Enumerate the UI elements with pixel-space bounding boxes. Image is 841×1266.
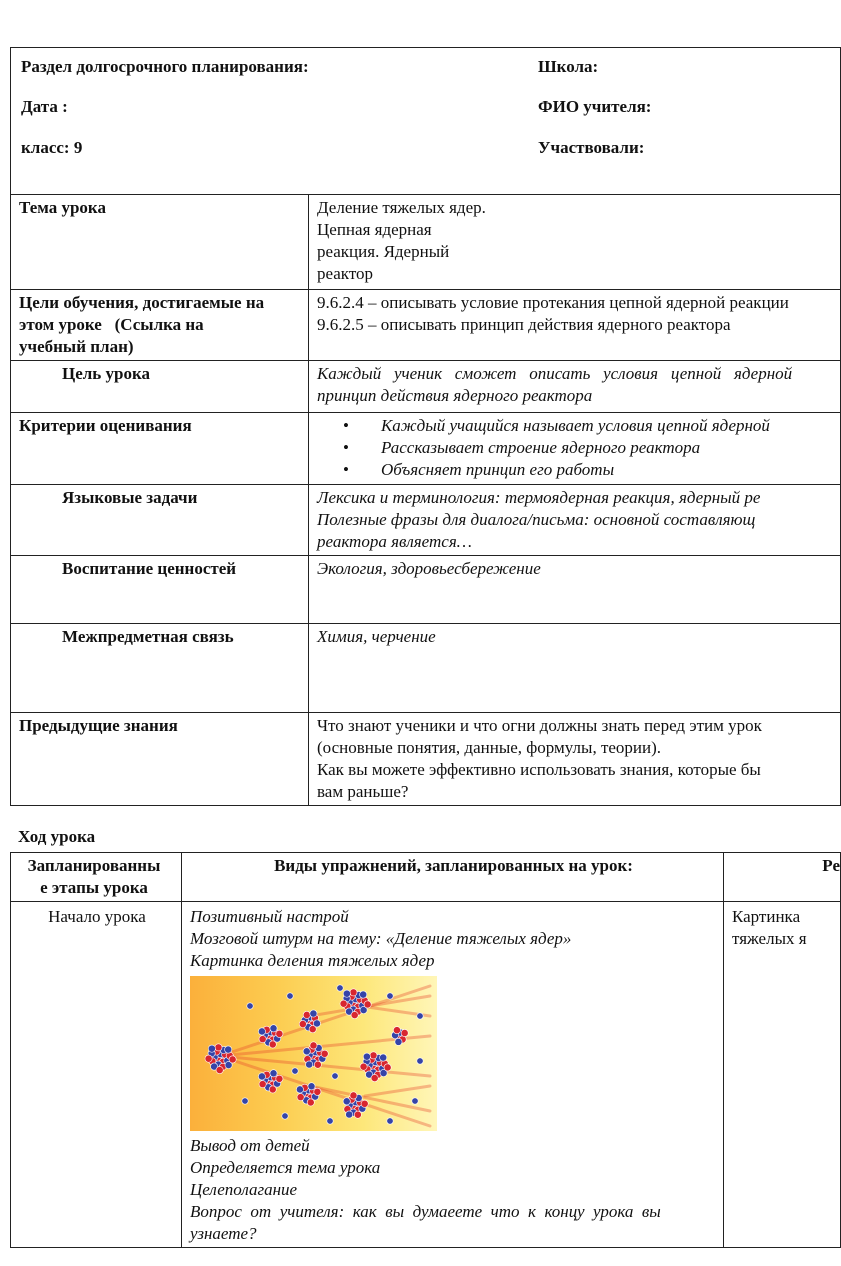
course-table xyxy=(10,852,841,1248)
criteria-item: • Каждый учащийся называет условия цепной ядерной xyxy=(309,415,834,437)
language-row xyxy=(11,485,841,556)
prior-line: вам раньше? xyxy=(317,782,409,801)
values-row xyxy=(11,556,841,624)
activity-line: Определяется тема урока xyxy=(190,1158,381,1177)
teacher-label: ФИО учителя: xyxy=(538,97,652,116)
objectives-label-line: учебный план) xyxy=(19,337,134,356)
cross-row xyxy=(11,624,841,713)
activity-line: Вывод от детей xyxy=(190,1136,310,1155)
plan-table xyxy=(10,47,841,806)
goal-value xyxy=(309,361,841,413)
activities-cell xyxy=(182,902,724,1248)
resource-line: тяжелых я xyxy=(732,929,807,948)
language-label: Языковые задачи xyxy=(11,485,309,556)
language-line: Полезные фразы для диалога/письма: основной составляющ xyxy=(317,510,756,529)
resources-cell xyxy=(724,902,841,1248)
prior-label: Предыдущие знания xyxy=(11,713,309,806)
objectives-label xyxy=(11,290,309,361)
resources-head: Ре xyxy=(724,853,841,902)
language-line: Лексика и терминология: термоядерная реакция, ядерный ре xyxy=(317,488,761,507)
activity-line: Картинка деления тяжелых ядер xyxy=(190,951,435,970)
class-label: класс: 9 xyxy=(21,138,83,157)
objectives-value xyxy=(309,290,841,361)
course-row-start xyxy=(11,902,841,1248)
stage-head xyxy=(11,853,182,902)
topic-line: реакция. Ядерный xyxy=(317,242,450,261)
activity-line: Мозговой штурм на тему: «Деление тяжелых ядер» xyxy=(190,929,572,948)
section-label: Раздел долгосрочного планирования: xyxy=(21,57,309,76)
activity-line: Вопрос от учителя: как вы думаеете что к концу урока вы xyxy=(190,1202,661,1221)
topic-line: Цепная ядерная xyxy=(317,220,432,239)
stage-head-line: е этапы урока xyxy=(40,878,148,897)
prior-line: Как вы можете эффективно использовать знания, которые бы xyxy=(317,760,761,779)
criteria-list xyxy=(309,415,834,481)
values-value: Экология, здоровьесбережение xyxy=(309,556,841,624)
criteria-item: • Объясняет принцип его работы xyxy=(309,459,834,481)
course-head-row xyxy=(11,853,841,902)
objectives-label-line: Цели обучения, достигаемые на xyxy=(19,293,265,312)
prior-value xyxy=(309,713,841,806)
cross-label: Межпредметная связь xyxy=(11,624,309,713)
stage-head-line: Запланированны xyxy=(27,856,161,875)
cross-value: Химия, черчение xyxy=(309,624,841,713)
activity-line: Позитивный настрой xyxy=(190,907,349,926)
prior-row xyxy=(11,713,841,806)
language-line: реактора является… xyxy=(317,532,472,551)
objectives-label-line: этом уроке (Ссылка на xyxy=(19,315,204,334)
school-label: Школа: xyxy=(538,57,599,76)
goal-label: Цель урока xyxy=(11,361,309,413)
resource-line: Картинка xyxy=(732,907,801,926)
participated-label: Участвовали: xyxy=(538,138,645,157)
activity-line: узнаете? xyxy=(190,1224,257,1243)
date-label: Дата : xyxy=(21,97,68,116)
activity-line: Целеполагание xyxy=(190,1180,298,1199)
topic-line: реактор xyxy=(317,264,374,283)
criteria-item: • Рассказывает строение ядерного реактора xyxy=(309,437,834,459)
objective-line: 9.6.2.4 – описывать условие протекания цепной ядерной реакции xyxy=(317,293,789,312)
header-cell xyxy=(11,48,841,195)
topic-line: Деление тяжелых ядер. xyxy=(317,198,486,217)
activities-head: Виды упражнений, запланированных на урок: xyxy=(182,853,724,902)
topic-value xyxy=(309,195,841,290)
language-value xyxy=(309,485,841,556)
topic-label: Тема урока xyxy=(11,195,309,290)
prior-line: (основные понятия, данные, формулы, теории). xyxy=(317,738,662,757)
goal-row xyxy=(11,361,841,413)
stage-cell: Начало урока xyxy=(11,902,182,1248)
goal-line: Каждый ученик сможет описать условия цепной ядерной xyxy=(317,364,793,383)
prior-line: Что знают ученики и что огни должны знать перед этим урок xyxy=(317,716,762,735)
header-row xyxy=(11,48,841,195)
objective-line: 9.6.2.5 – описывать принцип действия ядерного реактора xyxy=(317,315,731,334)
objectives-row xyxy=(11,290,841,361)
course-title: Ход урока xyxy=(18,827,96,846)
goal-line: принцип действия ядерного реактора xyxy=(317,386,593,405)
criteria-label: Критерии оценивания xyxy=(11,413,309,485)
criteria-row xyxy=(11,413,841,485)
values-label: Воспитание ценностей xyxy=(11,556,309,624)
fission-picture xyxy=(190,976,437,1131)
fission-illustration xyxy=(190,976,437,1131)
topic-row xyxy=(11,195,841,290)
criteria-value xyxy=(309,413,841,485)
